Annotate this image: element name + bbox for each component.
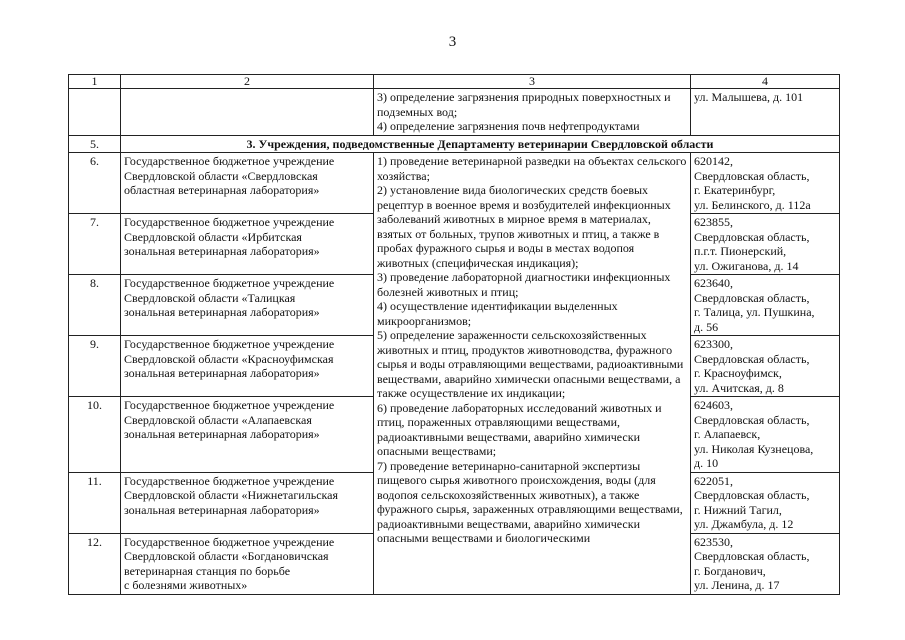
address-cell: [691, 336, 840, 397]
continuation-function-3: 3) определение загрязнения природных поверхностных и подземных вод;: [377, 90, 671, 119]
address-line: д. 10: [694, 456, 719, 470]
address-line: 623530,: [694, 534, 733, 549]
address-line: г. Красноуфимск,: [694, 366, 782, 380]
row-number: 10.: [69, 397, 121, 473]
institution-name-line: ветеринарная станция по борьбе: [124, 563, 291, 578]
institution-name-line: Свердловской области «Алапаевская: [124, 412, 312, 427]
row-number: 7.: [69, 214, 121, 275]
institution-name-line: зональная ветеринарная лаборатория»: [124, 366, 320, 380]
row-number: 6.: [69, 153, 121, 214]
column-number-4: 4: [691, 75, 840, 89]
row-number: 9.: [69, 336, 121, 397]
address-cell: [691, 533, 840, 594]
institution-name-line: Свердловской области «Талицкая: [124, 290, 296, 305]
institution-name-line: зональная ветеринарная лаборатория»: [124, 305, 320, 319]
page-number: 3: [448, 34, 457, 50]
section-title: 3. Учреждения, подведомственные Департаменту ветеринарии Свердловской области: [121, 135, 840, 153]
address-line: 623855,: [694, 215, 733, 229]
address-line: ул. Ожиганова, д. 14: [694, 258, 799, 273]
institution-name-cell: [121, 275, 374, 336]
continuation-address-cell: [691, 89, 840, 136]
address-cell: [691, 472, 840, 533]
address-cell: [691, 275, 840, 336]
column-number-2: 2: [121, 75, 374, 89]
row-number: 8.: [69, 275, 121, 336]
address-line: ул. Ленина, д. 17: [694, 578, 780, 592]
institution-name-line: Государственное бюджетное учреждение: [124, 398, 335, 412]
function-item: 1) проведение ветеринарной разведки на объектах сельского хозяйства;: [377, 154, 687, 183]
function-item: 7) проведение ветеринарно-санитарной экспертизы пищевого сырья животного происхождения, воды (для водопоя сельскохозяйственных животных), а также фуражного сырья, зараженных отравляющими веществами, радиоактивными веществами, аварийно химически опасными веществами и биологическими: [377, 458, 683, 545]
institution-name-line: Свердловской области «Нижнетагильская: [124, 488, 339, 502]
continuation-row: [69, 89, 840, 136]
institution-name-line: Государственное бюджетное учреждение: [124, 215, 335, 229]
address-line: Свердловская область,: [694, 549, 810, 563]
institution-name-line: Свердловской области «Красноуфимская: [124, 351, 334, 366]
continuation-function-4: 4) определение загрязнения почв нефтепродуктами: [377, 119, 640, 133]
address-line: г. Нижний Тагил,: [694, 502, 782, 517]
table-row: [69, 153, 840, 214]
function-item: 5) определение зараженности сельскохозяйственных животных и птиц, продуктов животноводства, фуражного сырья и воды отравляющими веществами, радиоактивными веществами, аварийно химически опасными веществами, а также осуществление их индикации;: [377, 328, 684, 400]
address-cell: [691, 153, 840, 214]
address-line: ул. Джамбула, д. 12: [694, 517, 794, 531]
address-line: д. 56: [694, 319, 719, 334]
row-number: 12.: [69, 533, 121, 594]
address-line: г. Екатеринбург,: [694, 183, 776, 197]
address-line: 623300,: [694, 337, 733, 351]
institution-name-line: Государственное бюджетное учреждение: [124, 276, 335, 290]
column-number-1: 1: [69, 75, 121, 89]
institution-name-cell: [121, 214, 374, 275]
address-line: Свердловская область,: [694, 351, 810, 366]
institutions-table: [68, 74, 840, 595]
institution-name-line: Государственное бюджетное учреждение: [124, 473, 335, 488]
address-line: п.г.т. Пионерский,: [694, 244, 787, 258]
address-line: ул. Николая Кузнецова,: [694, 441, 814, 456]
institution-name-line: Государственное бюджетное учреждение: [124, 337, 335, 351]
institution-name-line: зональная ветеринарная лаборатория»: [124, 502, 320, 517]
institution-name-line: областная ветеринарная лаборатория»: [124, 183, 320, 197]
function-item: 3) проведение лабораторной диагностики инфекционных болезней животных и птиц;: [377, 270, 671, 299]
institution-name-cell: [121, 336, 374, 397]
continuation-functions-cell: [374, 89, 691, 136]
institution-name-line: Государственное бюджетное учреждение: [124, 534, 335, 549]
institution-name-line: Свердловской области «Свердловская: [124, 168, 318, 183]
address-line: г. Талица, ул. Пушкина,: [694, 305, 815, 319]
shared-functions-cell: [374, 153, 691, 595]
section-row: [69, 135, 840, 153]
address-line: 624603,: [694, 398, 733, 412]
institution-name-cell: [121, 153, 374, 214]
continuation-address: ул. Малышева, д. 101: [694, 90, 804, 104]
institution-name-line: с болезнями животных»: [124, 578, 248, 592]
institution-name-cell: [121, 533, 374, 594]
column-number-row: [69, 75, 840, 89]
institution-name-line: зональная ветеринарная лаборатория»: [124, 427, 320, 441]
institution-name-cell: [121, 472, 374, 533]
function-item: 2) установление вида биологических средств боевых рецептур в военное время и возбудителей инфекционных заболеваний животных в мирное время в материалах, взятых от больных, трупов животных и птиц, а также в пробах фуражного сырья и воды в местах водопоя животных (специфическая индикация);: [377, 183, 671, 270]
section-number: 5.: [69, 135, 121, 153]
address-line: ул. Белинского, д. 112а: [694, 197, 811, 212]
address-line: г. Алапаевск,: [694, 427, 761, 441]
address-line: Свердловская область,: [694, 412, 810, 427]
column-number-3: 3: [374, 75, 691, 89]
address-cell: [691, 397, 840, 473]
continuation-name-cell: [121, 89, 374, 136]
address-line: Свердловская область,: [694, 229, 810, 244]
address-line: 623640,: [694, 276, 733, 290]
institution-name-line: Свердловской области «Ирбитская: [124, 229, 302, 244]
address-line: Свердловская область,: [694, 168, 810, 183]
address-line: ул. Ачитская, д. 8: [694, 380, 784, 395]
address-line: Свердловская область,: [694, 290, 810, 305]
institution-name-line: Свердловской области «Богдановичская: [124, 549, 329, 563]
institution-name-cell: [121, 397, 374, 473]
institution-name-line: Государственное бюджетное учреждение: [124, 154, 335, 168]
continuation-num-cell: [69, 89, 121, 136]
institution-name-line: зональная ветеринарная лаборатория»: [124, 244, 320, 258]
address-cell: [691, 214, 840, 275]
function-item: 6) проведение лабораторных исследований животных и птиц, пораженных отравляющими веществами, радиоактивными веществами, аварийно химически опасными веществами;: [377, 400, 662, 458]
row-number: 11.: [69, 472, 121, 533]
address-line: 622051,: [694, 473, 733, 488]
address-line: 620142,: [694, 154, 733, 168]
address-line: г. Богданович,: [694, 563, 766, 578]
function-item: 4) осуществление идентификации выделенных микроорганизмов;: [377, 299, 618, 328]
address-line: Свердловская область,: [694, 488, 810, 502]
